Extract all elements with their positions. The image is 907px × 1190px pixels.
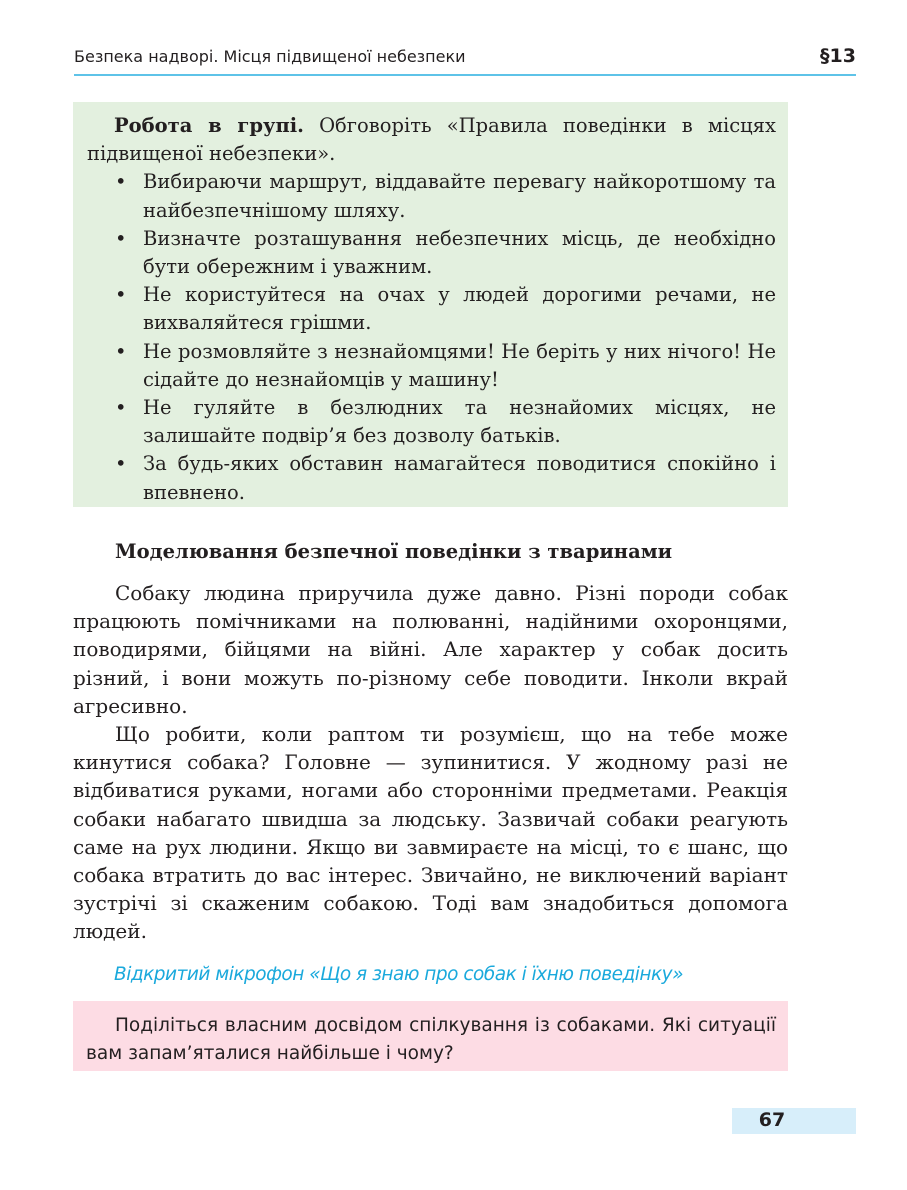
rule-item [87,394,776,450]
rule-item [87,281,776,337]
page-number: 67 [758,1109,786,1131]
bullet-icon: • [115,339,127,363]
bullet-icon: • [115,226,127,250]
running-title: Безпека надворі. Місця підвищеної небезпеки [74,47,466,66]
group-work-box [73,102,788,507]
bullet-icon: • [115,170,127,194]
open-mic-box [73,1001,788,1071]
rule-text: Не розмовляйте з незнайомцями! Не беріть у них нічого! Не сідайте до незнайомців у машину! [143,339,776,391]
bullet-icon: • [115,396,127,420]
open-mic-title: Відкритий мікрофон «Що я знаю про собак і їхню поведінку» [114,964,684,985]
page-header [74,44,856,76]
rule-text: За будь-яких обставин намагайтеся поводитися спокійно і впевнено. [143,452,776,504]
group-work-intro [87,112,776,168]
rule-item [87,338,776,394]
bullet-icon: • [115,452,127,476]
group-work-instruction: Обговоріть «Правила поведінки в місцях підвищеної небезпеки». [87,114,776,166]
section-number: §13 [820,45,856,67]
paragraph: Що робити, коли раптом ти розумієш, що на тебе може кинутися собака? Головне — зупинитися. У жодному разі не відбиватися руками, ногами або сторонніми предметами. Реакція собаки набагато швидша за людську. Зазвичай собаки реагують саме на рух людини. Якщо ви завмираєте на місці, то є шанс, що собака втратить до вас інтерес. Звичайно, не виключений варіант зустрічі зі скаженим собакою. Тоді вам знадобиться допомога людей. [73,722,788,944]
group-work-label: Робота в групі. [114,114,304,137]
paragraph: Собаку людина приручила дуже давно. Різні породи собак працюють помічниками на полюванні, надійними охоронцями, поводирями, бійцями на війні. Але характер у собак досить різний, і вони можуть по-різному себе поводити. Інколи вкрай агресивно. [73,581,788,718]
rule-item [87,168,776,224]
rule-text: Вибираючи маршрут, віддавайте перевагу найкоротшому та найбезпечнішому шляху. [143,170,776,222]
rule-text: Не користуйтеся на очах у людей дорогими речами, не вихваляйтеся грішми. [143,283,776,335]
rule-item [87,450,776,506]
bullet-icon: • [115,283,127,307]
rule-text: Не гуляйте в безлюдних та незнайомих місцях, не залишайте подвір’я без дозволу батьків. [143,396,776,448]
rule-text: Визначте розташування небезпечних місць, де необхідно бути обережним і уважним. [143,226,776,279]
section-heading: Моделювання безпечної поведінки з тваринами [115,540,673,563]
rule-item [87,225,776,281]
page-number-tab [732,1108,856,1134]
rules-list [87,168,776,506]
body-text [73,579,788,946]
open-mic-task: Поділіться власним досвідом спілкування із собаками. Які ситуації вам запам’яталися найбільше і чому? [86,1015,776,1064]
